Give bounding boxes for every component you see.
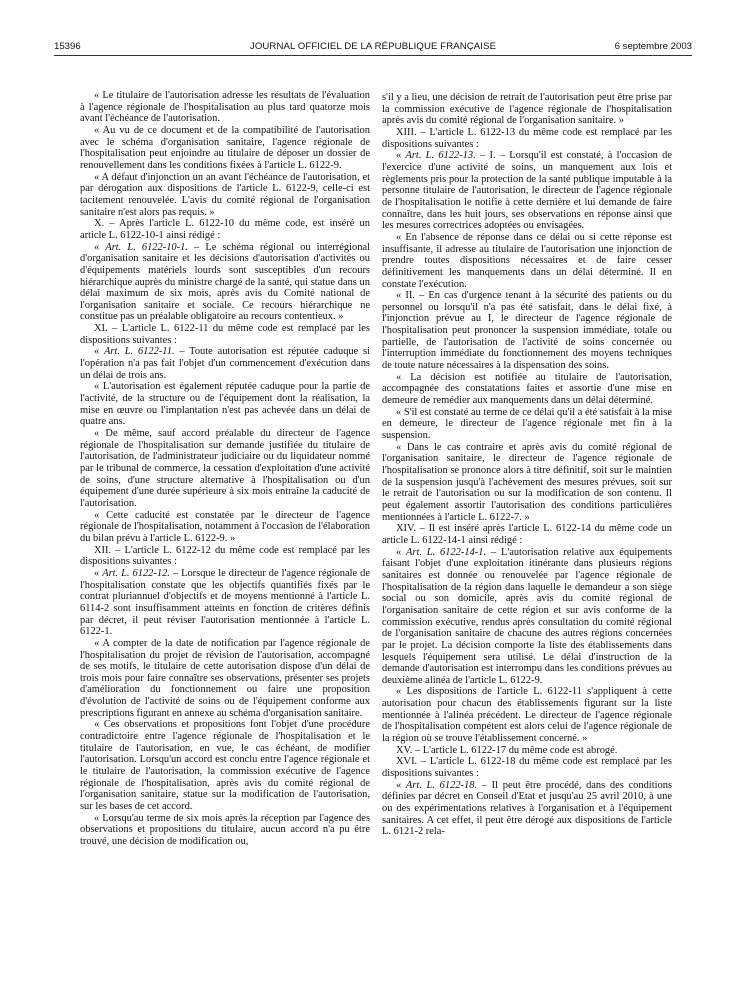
paragraph xyxy=(382,442,672,524)
paragraph xyxy=(382,523,672,546)
article-reference: Art. L. 6122-12. xyxy=(102,567,170,579)
paragraph-text: XIV. – Il est inséré après l'article L. 6122-14 du même code un article L. 6122-14-1 ainsi rédigé : xyxy=(382,523,672,546)
paragraph xyxy=(382,407,672,442)
paragraph xyxy=(80,125,370,172)
paragraph xyxy=(382,686,672,744)
paragraph-text: – Il peut être procédé, dans des conditions définies par décret en Conseil d'Etat et jusqu'au 25 avril 2010, à une ou des expérimentations relatives à l'organisation et à l'équipement sanitaires. A cet effet, il peut être dérogé aux dispositions de l'article L. 6121-2 rela- xyxy=(382,779,672,838)
paragraph xyxy=(80,218,370,241)
paragraph xyxy=(382,232,672,290)
paragraph xyxy=(80,242,370,324)
left-column xyxy=(80,90,370,970)
paragraph-text: XVI. – L'article L. 6122-18 du même code est remplacé par les dispositions suivantes : xyxy=(382,756,672,780)
journal-title: JOURNAL OFFICIEL DE LA RÉPUBLIQUE FRANÇAISE xyxy=(249,41,497,52)
paragraph-text: « L'autorisation est également réputée caduque pour la partie de l'activité, de la structure ou de l'équipement dont la réalisation, la mise en œuvre ou l'implantation n'est pas achevée dans un délai de quatre ans. xyxy=(80,381,370,428)
opening-quote: « xyxy=(94,346,105,358)
paragraph xyxy=(382,290,672,372)
paragraph xyxy=(382,745,672,757)
header-rule xyxy=(54,55,692,56)
paragraph xyxy=(382,150,672,232)
paragraph xyxy=(382,547,672,687)
paragraph-text: « Les dispositions de l'article L. 6122-11 s'appliquent à cette autorisation pour chacun des établissements figurant sur la liste mentionnée à l'alinéa précédent. Le directeur de l'agence régionale de l'hospitalisation compétent est alors celui de l'agence régionale de la région où se trouve l'établissement concerné. » xyxy=(382,686,672,745)
paragraph xyxy=(382,780,672,838)
article-reference: Art. L. 6122-11. xyxy=(104,346,175,358)
right-column xyxy=(382,92,672,972)
paragraph xyxy=(382,92,672,127)
paragraph-text: – Le schéma régional ou interrégional d'organisation sanitaire et les décisions d'autorisation d'activités ou d'équipements matériels lourds sont susceptibles d'un recours hiérarchique auprès du ministre chargé de la santé, qui statue dans un délai maximum de six mois, après avis du Comité national de l'organisation sanitaire et sociale. Ce recours hiérarchique ne constitue pas un préalable obligatoire au recours contentieux. » xyxy=(80,241,370,323)
paragraph xyxy=(382,372,672,407)
publication-date: 6 septembre 2003 xyxy=(614,41,692,52)
paragraph-text: « Ces observations et propositions font l'objet d'une procédure contradictoire entre l'agence régionale de l'hospitalisation et le titulaire de l'autorisation, en vue, le cas échéant, de modifier l'autorisation. Lorsqu'un accord est conclu entre l'agence régionale et le titulaire de l'autorisation, la commission exécutive de l'agence régionale de l'hospitalisation, après avis du comité régional de l'organisation sanitaire, statue sur la modification de l'autorisation, sur les bases de cet accord. xyxy=(80,719,370,813)
paragraph-text: – L'autorisation relative aux équipements faisant l'objet d'une exploitation itinérante dans plusieurs régions sanitaires est donnée ou renouvelée par l'agence régionale de l'hospitalisation de la région dans laquelle le demandeur a son siège social ou son domicile, après avis du comité régional de l'organisation sanitaire de cette région et sur avis conforme de la commission exécutive, rendus après consultation du comité régional de l'organisation sanitaire de chacune des autres régions concernées par le projet. La décision comporte la liste des établissements dans lesquels l'équipement sera utilisé. Le délai d'instruction de la demande d'autorisation est interrompu dans les conditions prévues au deuxième alinéa de l'article L. 6122-9. xyxy=(382,546,672,686)
page-number: 15396 xyxy=(54,41,81,52)
paragraph-text: « Le titulaire de l'autorisation adresse les résultats de l'évaluation à l'agence régionale de l'hospitalisation au plus tard quatorze mois avant l'échéance de l'autorisation. xyxy=(80,90,370,125)
paragraph-text: « A défaut d'injonction un an avant l'échéance de l'autorisation, et par dérogation aux dispositions de l'article L. 6122-9, celle-ci est tacitement renouvelée. L'avis du comité régional de l'organisation sanitaire n'est alors pas requis. » xyxy=(80,171,370,218)
opening-quote: « xyxy=(396,546,407,558)
opening-quote: « xyxy=(94,567,103,579)
paragraph xyxy=(80,545,370,568)
article-reference: Art. L. 6122-18. xyxy=(405,779,478,791)
paragraph xyxy=(80,510,370,545)
paragraph xyxy=(382,127,672,150)
page-header xyxy=(54,37,692,53)
paragraph-text: « Cette caducité est constatée par le directeur de l'agence régionale de l'hospitalisation, notamment à l'occasion de l'élaboration du bilan prévu à l'article L. 6122-9. » xyxy=(80,509,370,544)
paragraph-text: s'il y a lieu, une décision de retrait de l'autorisation peut être prise par la commission exécutive de l'agence régionale de l'hospitalisation après avis du comité régional de l'organisation sanitaire. » xyxy=(382,92,672,127)
paragraph xyxy=(80,323,370,346)
paragraph-text: « Au vu de ce document et de la compatibilité de l'autorisation avec le schéma d'organisation sanitaire, l'agence régionale de l'hospitalisation peut enjoindre au titulaire de déposer un dossier de renouvellement dans les conditions fixées à l'article L. 6122-9. xyxy=(80,124,370,171)
article-reference: Art. L. 6122-10-1. xyxy=(105,241,188,253)
paragraph xyxy=(80,346,370,381)
paragraph-text: « De même, sauf accord préalable du directeur de l'agence régionale de l'hospitalisation sur demande justifiée du titulaire de l'autorisation, de l'administrateur judiciaire ou du liquidateur nommé par le tribunal de commerce, la cessation d'exploitation d'une activité de soins, d'une structure alternative à l'hospitalisation ou d'un équipement d'une durée supérieure à six mois entraîne la caducité de l'autorisation. xyxy=(80,428,370,509)
paragraph-text: « La décision est notifiée au titulaire de l'autorisation, accompagnée des constatations faites et assortie d'une mise en demeure de remédier aux manquements dans un délai déterminé. xyxy=(382,371,672,407)
paragraph xyxy=(80,719,370,812)
paragraph-text: « A compter de la date de notification par l'agence régionale de l'hospitalisation du projet de révision de l'autorisation, accompagné de ses motifs, le titulaire de cette autorisation dispose d'un délai de trois mois pour faire connaître ses observations, présenter ses projets d'amélioration du fonctionnement ou faire une proposition d'évolution de l'activité de soins ou de l'équipement conforme aux prescriptions figurant en annexe au schéma d'organisation sanitaire. xyxy=(80,637,370,719)
paragraph-text: « II. – En cas d'urgence tenant à la sécurité des patients ou du personnel ou lorsqu'il n'a pas été satisfait, dans le délai fixé, à l'injonction prévue au I, le directeur de l'agence régionale de l'hospitalisation peut prononcer la suspension immédiate, totale ou partielle, de l'autorisation de l'activité de soins concernée ou l'interruption immédiate du fonctionnement des moyens techniques de toute nature nécessaires à la dispensation des soins. xyxy=(382,290,672,372)
paragraph-text: « S'il est constaté au terme de ce délai qu'il a été satisfait à la mise en demeure, le directeur de l'agence régionale met fin à la suspension. xyxy=(382,406,672,442)
opening-quote: « xyxy=(94,241,106,253)
paragraph-text: « En l'absence de réponse dans ce délai ou si cette réponse est insuffisante, il adresse au titulaire de l'autorisation une injonction de prendre toutes dispositions nécessaires et de faire cesser définitivement les manquements dans un délai déterminé. Il en constate l'exécution. xyxy=(382,231,672,290)
paragraph xyxy=(80,638,370,720)
paragraph xyxy=(80,90,370,125)
paragraph-text: « Lorsqu'au terme de six mois après la réception par l'agence des observations et propositions du titulaire, aucun accord n'a pu être trouvé, une décision de modification ou, xyxy=(80,812,370,847)
paragraph-text: XIII. – L'article L. 6122-13 du même code est remplacé par les dispositions suivantes : xyxy=(382,126,672,150)
paragraph-text: – I. – Lorsqu'il est constaté, à l'occasion de l'exercice d'une activité de soins, un manquement aux lois et règlements pris pour la protection de la santé publique imputable à la personne titulaire de l'autorisation, le directeur de l'agence régionale de l'hospitalisation le notifie à cette dernière et lui demande de faire connaître, dans les huit jours, ses observations en réponse ainsi que les mesures correctrices adoptées ou envisagées. xyxy=(382,150,672,232)
opening-quote: « xyxy=(396,150,406,162)
article-reference: Art. L. 6122-13. xyxy=(405,150,476,162)
opening-quote: « xyxy=(396,779,406,791)
paragraph-text: « Dans le cas contraire et après avis du comité régional de l'organisation sanitaire, le directeur de l'agence régionale de l'hospitalisation se prononce alors à titre définitif, soit sur le maintien de la suspension jusqu'à l'achèvement des mesures prévues, soit sur le retrait de l'autorisation ou sur la modification de son contenu. Il peut également assortir l'autorisation des conditions particulières mentionnées à l'article L. 6122-7. » xyxy=(382,441,672,523)
paragraph-text: XI. – L'article L. 6122-11 du même code est remplacé par les dispositions suivantes : xyxy=(80,323,370,346)
paragraph xyxy=(80,428,370,510)
paragraph-text: XV. – L'article L. 6122-17 du même code est abrogé. xyxy=(396,744,618,756)
paragraph xyxy=(382,756,672,779)
paragraph xyxy=(80,172,370,219)
article-reference: Art. L. 6122-14-1. xyxy=(406,546,487,558)
paragraph-text: X. – Après l'article L. 6122-10 du même code, est inséré un article L. 6122-10-1 ainsi rédigé : xyxy=(80,218,370,241)
paragraph xyxy=(80,813,370,848)
paragraph-text: – Toute autorisation est réputée caduque si l'opération n'a pas fait l'objet d'un commencement d'exécution dans un délai de trois ans. xyxy=(80,346,370,381)
paragraph-text: – Lorsque le directeur de l'agence régionale de l'hospitalisation constate que les objectifs quantifiés fixés par le contrat pluriannuel d'objectifs et de moyens mentionné à l'article L. 6114-2 sont insuffisamment atteints en fonction de critères définis par décret, il peut réviser l'autorisation mentionnée à l'article L. 6122-1. xyxy=(80,567,370,638)
paragraph xyxy=(80,381,370,428)
paragraph xyxy=(80,568,370,638)
paragraph-text: XII. – L'article L. 6122-12 du même code est remplacé par les dispositions suivantes : xyxy=(80,544,370,568)
